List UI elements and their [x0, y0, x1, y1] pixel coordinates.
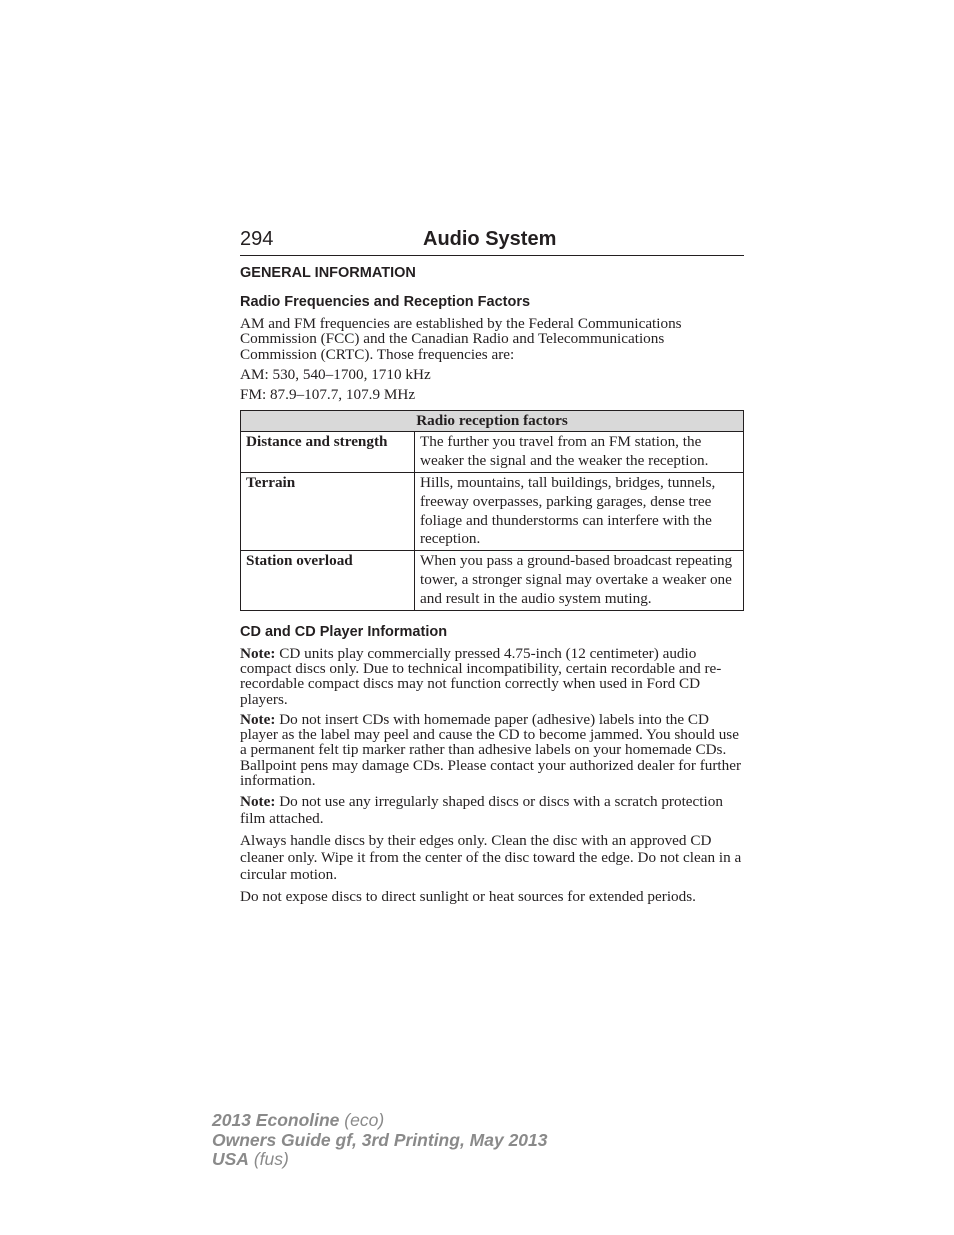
page-header — [240, 228, 744, 256]
cd-note-2 — [240, 712, 744, 788]
page-number: 294 — [240, 228, 274, 250]
table-header-row — [241, 411, 744, 432]
description-cell: Hills, mountains, tall buildings, bridges, tunnels, freeway overpasses, parking garages, dense tree foliage and thunderstorms can interfere with the reception. — [415, 473, 744, 551]
table-row — [241, 473, 744, 551]
note-label: Note: — [240, 710, 276, 728]
footer-guide: Owners Guide gf, 3rd Printing, May 2013 — [212, 1129, 548, 1150]
description-cell: The further you travel from an FM station, the weaker the signal and the weaker the reception. — [415, 432, 744, 473]
cd-note-1 — [240, 646, 744, 707]
page-content — [240, 228, 744, 905]
chapter-title: Audio System — [423, 228, 557, 250]
table-title: Radio reception factors — [241, 411, 744, 432]
reception-factors-table — [240, 410, 744, 610]
note-label: Note: — [240, 644, 276, 662]
cd-handling-paragraph: Always handle discs by their edges only. Clean the disc with an approved CD cleaner only. Wipe it from the center of the disc toward the edge. Do not clean in a circular motion. — [240, 832, 742, 884]
table-row — [241, 432, 744, 473]
note-label: Note: — [240, 793, 276, 811]
footer-market-code: (fus) — [248, 1149, 289, 1169]
section-title: GENERAL INFORMATION — [240, 265, 416, 281]
am-frequencies: AM: 530, 540–1700, 1710 kHz — [240, 365, 431, 383]
cd-sunlight-paragraph: Do not expose discs to direct sunlight or heat sources for extended periods. — [240, 888, 696, 906]
note-text: Do not insert CDs with homemade paper (adhesive) labels into the CD player as the label may peel and cause the CD to become jammed. You should use a permanent felt tip marker rather than adhesive labels on your homemade CDs. Ballpoint pens may damage CDs. Please contact your authorized dealer for further information. — [240, 710, 742, 790]
description-cell: When you pass a ground-based broadcast repeating tower, a stronger signal may overtake a weaker one and result in the audio system muting. — [415, 551, 744, 610]
cd-note-3 — [240, 793, 744, 827]
factor-cell: Distance and strength — [241, 432, 415, 473]
page-footer — [212, 1111, 548, 1170]
cd-subtitle: CD and CD Player Information — [240, 623, 448, 640]
footer-market: USA — [212, 1149, 249, 1169]
factor-cell: Station overload — [241, 551, 415, 610]
footer-model-line — [212, 1111, 548, 1131]
footer-guide-line — [212, 1131, 548, 1151]
factor-cell: Terrain — [241, 473, 415, 551]
radio-intro: AM and FM frequencies are established by the Federal Communications Commission (FCC) and the Canadian Radio and Telecommunications Commission (CRTC). Those frequencies are: — [240, 315, 682, 363]
table-row — [241, 551, 744, 610]
footer-model-code: (eco) — [339, 1110, 385, 1130]
note-text: Do not use any irregularly shaped discs or discs with a scratch protection film attached. — [240, 793, 723, 828]
radio-subtitle: Radio Frequencies and Reception Factors — [240, 294, 531, 310]
note-text: CD units play commercially pressed 4.75-inch (12 centimeter) audio compact discs only. Due to technical incompatibility, certain recordable and re-recordable compact discs may not function correctly when used in Ford CD players. — [240, 644, 722, 708]
footer-market-line — [212, 1150, 548, 1170]
fm-frequencies: FM: 87.9–107.7, 107.9 MHz — [240, 386, 416, 404]
footer-model: 2013 Econoline — [212, 1110, 340, 1130]
